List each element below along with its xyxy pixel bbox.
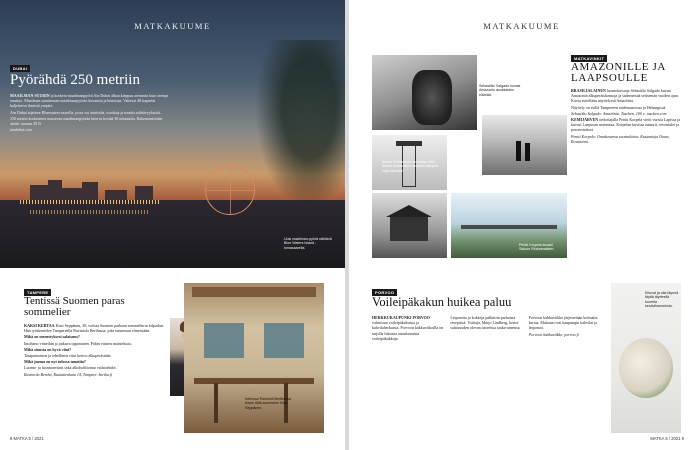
ferris-wheel-icon bbox=[205, 165, 255, 215]
lake-photo bbox=[482, 115, 567, 175]
porvoo-headline: Voileipäkakun huikea paluu bbox=[372, 295, 512, 309]
page-footer-left: 8 MATKA 5 / 2021 bbox=[10, 436, 44, 441]
porvoo-caption: Kituvat ja alla täynnä täyttä täytteellä tuoreita kesävihanneksia. bbox=[645, 291, 679, 309]
section-header: MATKAKUUME bbox=[134, 21, 211, 31]
house-photo bbox=[372, 193, 447, 258]
dubai-caption: Uusi maailman-pyörä nähtävä Blue Waters Island -lomasaarella. bbox=[284, 237, 332, 250]
salgado-photo bbox=[372, 55, 477, 130]
amazonia-headline: AMAZONILLE JA LAAPSOULLE bbox=[571, 61, 666, 84]
right-page bbox=[349, 0, 694, 450]
dubai-tag: DUBAI bbox=[10, 65, 30, 72]
tampere-body: KAKSI KERTAA Kirsi Seppänen, 30, voittaa Suomen parhaan sommelierin kilpailun. Hän työskentelee Tampereella Ravintola Berthassa, joka tunnetaan viineistään. Mikä on menestyksesi salaisuus? Intohimo viineihin ja jatkuva oppiminen. Pidän viinien maistelusta. Mikä sinusta on hyvä viini? Tasapainoinen ja rehellinen viini kertoo alkuperästään. Mikä juoma on nyt tulossa muotiin? Luomu- ja luonnonviinit sekä alkoholittomat vaihtoehdot. Ravintola Bertha, Rautatienkatu 14, Tampere. bertha.fi bbox=[24, 323, 164, 377]
section-header: MATKAKUUME bbox=[483, 21, 560, 31]
tampere-tag: TAMPERE bbox=[24, 289, 51, 296]
tampere-headline: Tentissä Suomen paras sommelier bbox=[24, 295, 125, 318]
restaurant-interior-photo bbox=[184, 283, 324, 433]
dubai-body: MAAILMAN SUURIN ja korkein maailmanpyörä Ain Dubai alkaa kieppua aiemmin kuin aiempi ennätys. Maailman suurimman maailmanpyörän kuvausta ja historiaa. Valtavat 48 kapselia kuljettavat ihmisiä ympäri. Ain Dubai sijaitsee Bluewaters-saarella, jossa voi aterioida, ostoksia ja nauttia nähtävyyksistä. 250 metrin korkeuteen nousevan maailmanpyörän kierros kestää 38 minuuttia. Rakennustöiden aloitti vuonna 2015. aindubai.com bbox=[10, 93, 169, 133]
tower-caption: Kemin Pentikäisen torneissa 360 metrin korkeuteen avautuu näkymä koko alueelle. bbox=[382, 160, 439, 173]
page-footer-right: MATKA 5 / 2021 9 bbox=[650, 436, 684, 441]
porvoo-body: HERKKUKAUPUNKI PORVOO valmistuu voileipäkakuista ja kahvilaherkuista. Porvoon kakkuviikoilla on tarjolla lukuisia ainutlaatuisia voileipäkakkuja. Leipureita ja kokkeja palkittiin parhaista reseptistä. Voittaja, Marjo Lindberg, kertoi salaisuuden olevan tuoreissa raaka-aineissa. Porvoon kakkuviikko järjestetään kolmatta kertaa. Mukana ovat kaupungin kahvilat ja leipomot. Porvoon kakkuviikko. porvoo.fi bbox=[372, 315, 598, 341]
dubai-headline: Pyörähdä 250 metriin bbox=[10, 72, 140, 88]
tampere-caption: Intervuui Ravintoli Berthassa tekee töitä sommelier Kirsi Seppänen. bbox=[245, 397, 291, 410]
salgado-caption: Sebastião Salgado kuvasi Amazonin asukkaiden elämää. bbox=[479, 84, 521, 97]
porvoo-tag: PORVOO bbox=[372, 289, 397, 296]
pier-caption: Pentti Korpela kuvasi Saloon Riutunmaiden. bbox=[519, 243, 555, 252]
amazonia-body: BRASILIALAINEN luontokuvaaja Sebastião Salgado kuvasi Amazonin alkuperäiskansoja ja sademetsää seitsemän vuoden ajan. Kuvia esitellään näyttelyssä Amazônia. Näyttely on esillä Tampereen taidemuseossa ja Helsingissä. Sebastião Salgado: Amazônia. Taschen. 100 e. taschen.com KEMIJÄRVEN tiedottajalla Pentti Korpela vietti vuosia Lapissa ja kuvasi Laapsoun maisemia. Korpelan kuvissa tunturit, revontulet ja poroerotukset. Pentti Korpela: Omakuvansa suomalaisia. Kustantaja Otava, Rovaniemi. bbox=[571, 88, 681, 144]
amazonia-tag: MATKAVINKIT bbox=[571, 55, 607, 62]
dubai-hero-photo bbox=[0, 0, 345, 268]
left-page bbox=[0, 0, 345, 450]
